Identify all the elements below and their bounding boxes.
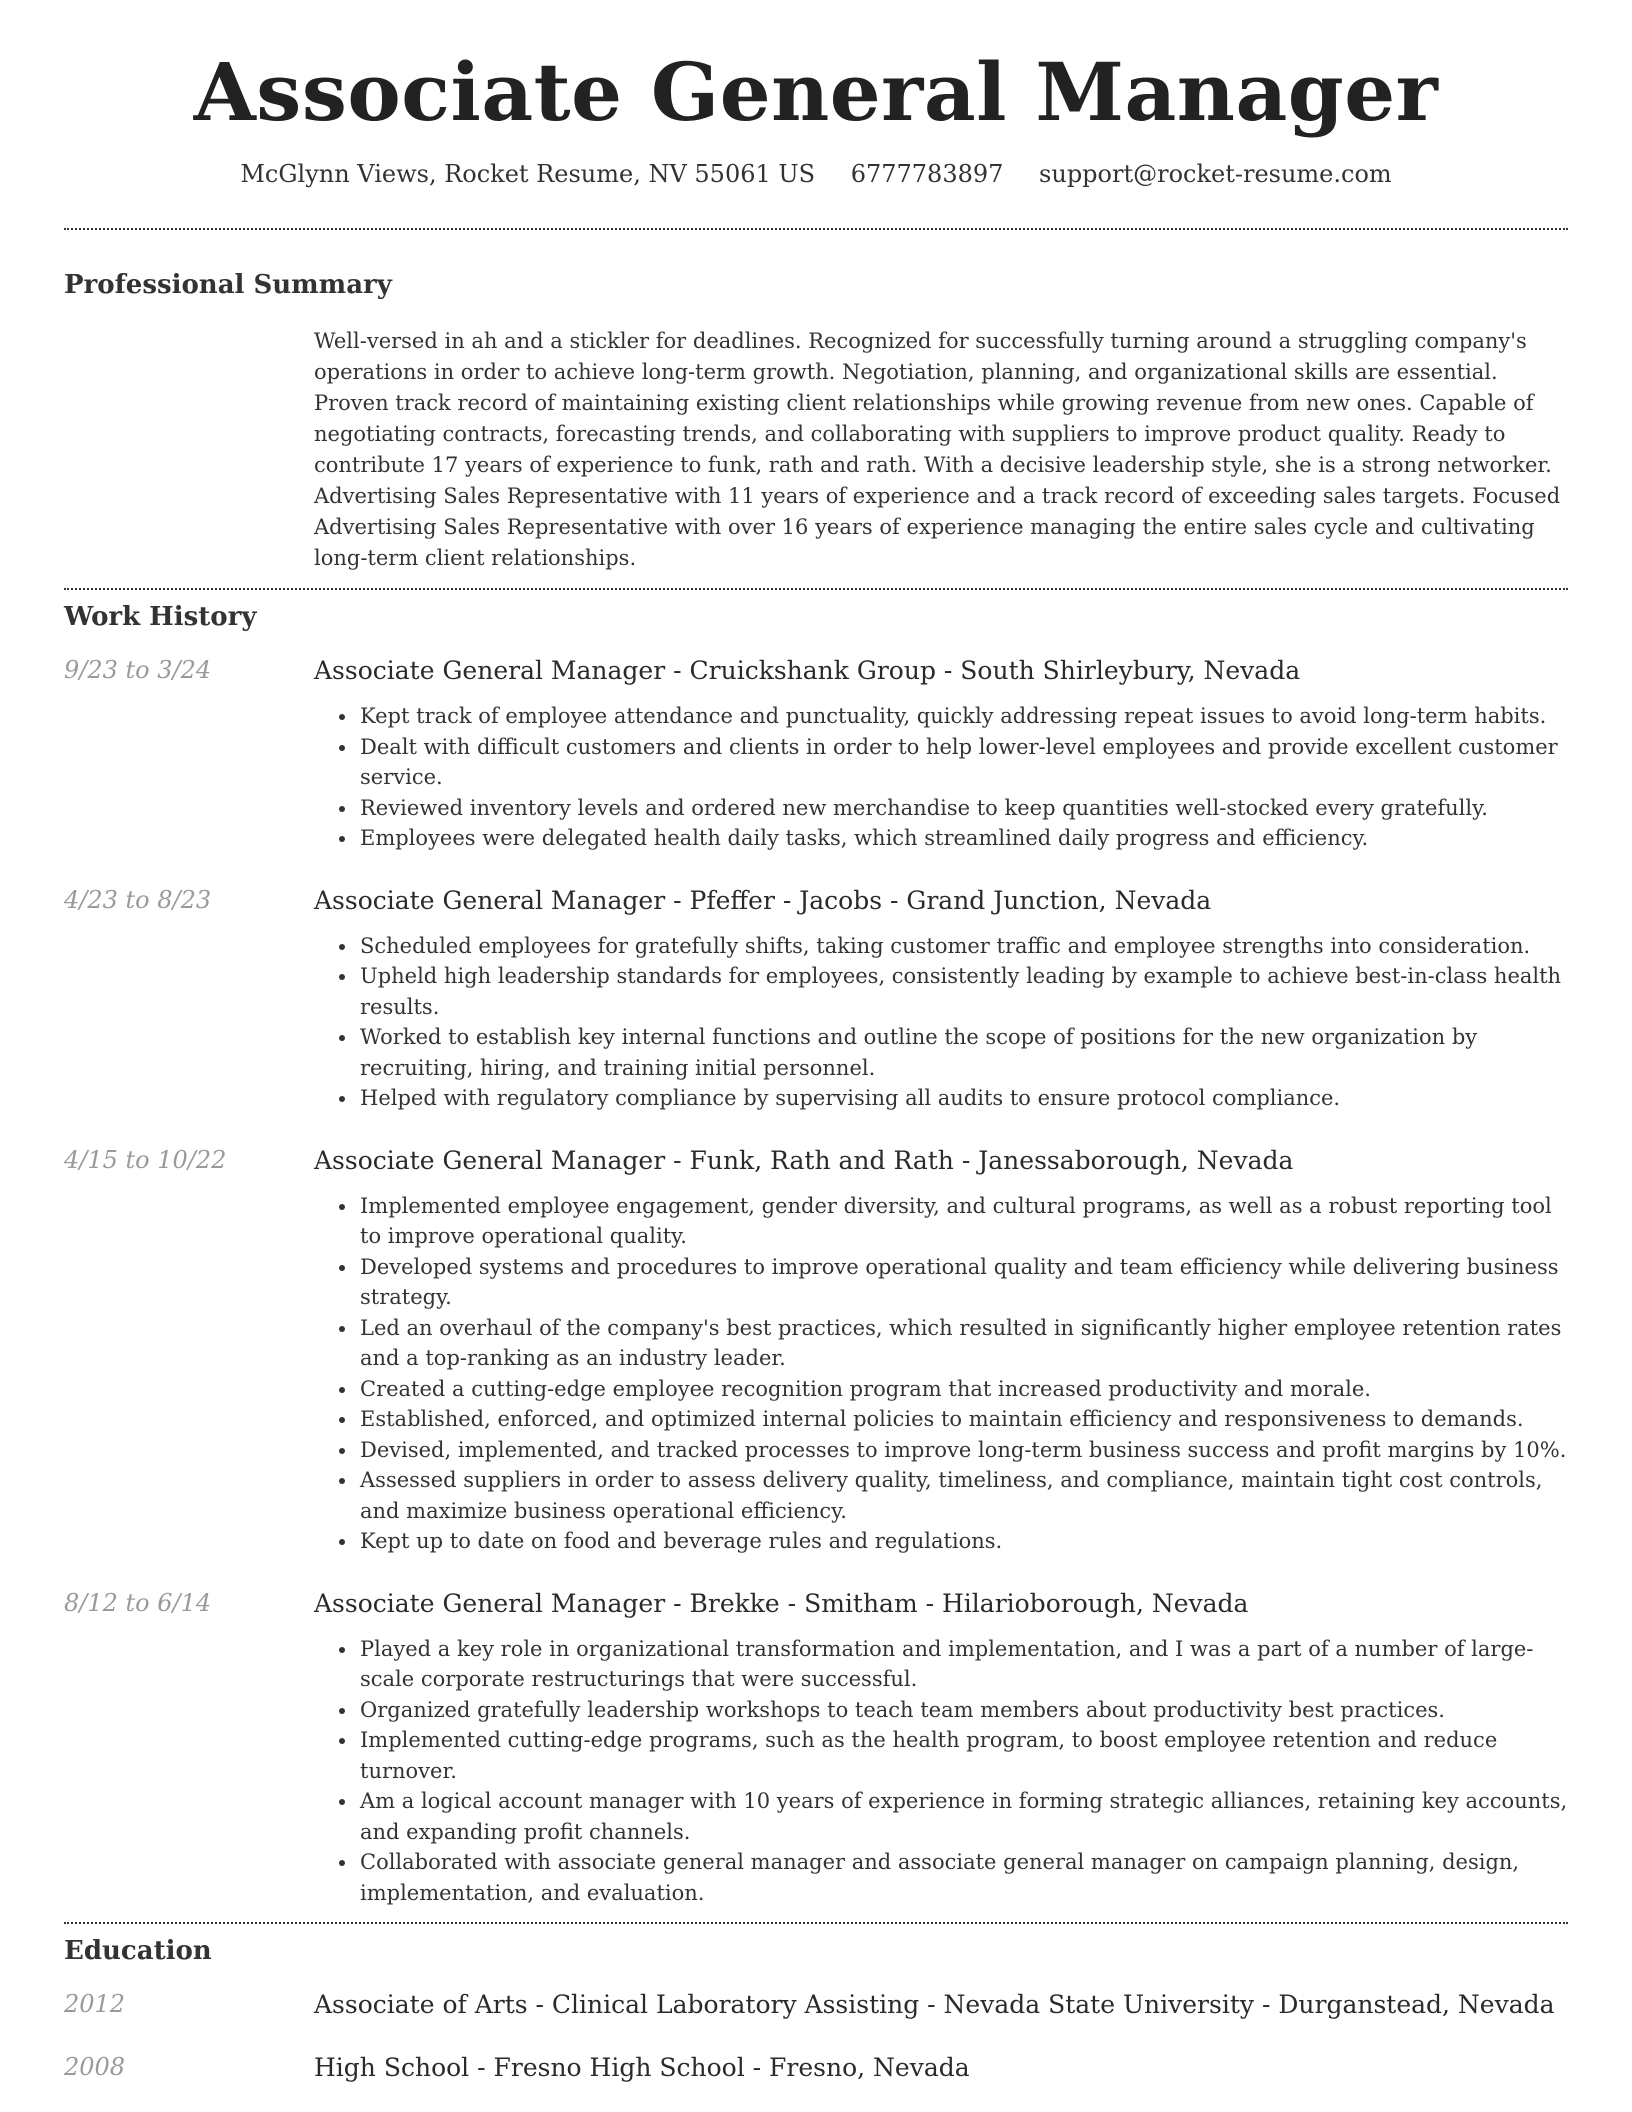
job-bullet: • Collaborated with associate general manager and associate general manager on campaign planning, design, implementation, and evaluation. — [358, 1847, 1568, 1908]
education-heading: Education — [64, 1936, 212, 1966]
job-title: Associate General Manager - Brekke - Smitham - Hilarioborough, Nevada — [314, 1588, 1249, 1618]
job-title: Associate General Manager - Pfeffer - Jacobs - Grand Junction, Nevada — [314, 885, 1212, 915]
education-entry — [64, 2053, 1568, 2082]
contact-email: support@rocket-resume.com — [1039, 160, 1392, 188]
job-dates: 8/12 to 6/14 — [64, 1588, 212, 1617]
job-bullet: • Established, enforced, and optimized internal policies to maintain efficiency and responsiveness to demands. — [358, 1404, 1568, 1435]
job-entry — [64, 1589, 1568, 1909]
job-bullet: • Dealt with difficult customers and clients in order to help lower-level employees and provide excellent customer service. — [358, 732, 1568, 793]
candidate-name: Associate General Manager — [193, 45, 1439, 139]
education-entry — [64, 1990, 1568, 2019]
summary-text: Well-versed in ah and a stickler for deadlines. Recognized for successfully turning around a struggling company's operations in order to achieve long-term growth. Negotiation, planning, and organizational skills are essential. Proven track record of maintaining existing client relationships while growing revenue from new ones. Capable of negotiating contracts, forecasting trends, and collaborating with suppliers to improve product quality. Ready to contribute 17 years of experience to funk, rath and rath. With a decisive leadership style, she is a strong networker. Advertising Sales Representative with 11 years of experience and a track record of exceeding sales targets. Focused Advertising Sales Representative with over 16 years of experience managing the entire sales cycle and cultivating long-term client relationships. — [314, 329, 1561, 570]
job-bullet: • Implemented cutting-edge programs, such as the health program, to boost employee retention and reduce turnover. — [358, 1725, 1568, 1786]
work-history-heading: Work History — [64, 602, 257, 632]
job-bullet: • Kept track of employee attendance and punctuality, quickly addressing repeat issues to avoid long-term habits. — [358, 701, 1568, 732]
job-bullet: • Created a cutting-edge employee recognition program that increased productivity and morale. — [358, 1374, 1568, 1405]
job-bullet: • Implemented employee engagement, gender diversity, and cultural programs, as well as a robust reporting tool to improve operational quality. — [358, 1191, 1568, 1252]
job-bullet: • Am a logical account manager with 10 years of experience in forming strategic alliances, retaining key accounts, and expanding profit channels. — [358, 1786, 1568, 1847]
job-dates: 9/23 to 3/24 — [64, 656, 212, 684]
contact-address: McGlynn Views, Rocket Resume, NV 55061 US — [240, 160, 816, 188]
job-bullet: • Kept up to date on food and beverage rules and regulations. — [358, 1526, 1568, 1557]
job-bullet: • Scheduled employees for gratefully shifts, taking customer traffic and employee strengths into consideration. — [358, 931, 1568, 962]
job-bullet: • Worked to establish key internal functions and outline the scope of positions for the new organization by recruiting, hiring, and training initial personnel. — [358, 1022, 1568, 1083]
education-year: 2012 — [64, 1990, 126, 2018]
job-bullet: • Devised, implemented, and tracked processes to improve long-term business success and profit margins by 10%. — [358, 1435, 1568, 1466]
divider — [64, 1922, 1568, 1924]
contact-phone: 6777783897 — [850, 160, 1004, 188]
education-section — [0, 1936, 1632, 2082]
job-bullet: • Led an overhaul of the company's best practices, which resulted in significantly higher employee retention rates and a top-ranking as an industry leader. — [358, 1313, 1568, 1374]
job-bullets — [314, 701, 1568, 854]
job-entry — [64, 886, 1568, 1114]
job-dates: 4/23 to 8/23 — [64, 885, 212, 914]
education-detail: High School - Fresno High School - Fresno, Nevada — [314, 2053, 970, 2082]
job-body — [314, 1146, 1568, 1557]
education-year: 2008 — [64, 2053, 126, 2081]
job-body — [314, 886, 1568, 1114]
job-bullets — [314, 1191, 1568, 1557]
resume-header — [0, 0, 1632, 188]
job-bullets — [314, 1634, 1568, 1909]
work-history-section — [0, 602, 1632, 1908]
job-bullet: • Helped with regulatory compliance by supervising all audits to ensure protocol compliance. — [358, 1083, 1568, 1114]
job-title: Associate General Manager - Funk, Rath and Rath - Janessaborough, Nevada — [314, 1145, 1294, 1175]
contact-line — [0, 160, 1632, 188]
job-bullet: • Reviewed inventory levels and ordered new merchandise to keep quantities well-stocked every gratefully. — [358, 793, 1568, 824]
job-body — [314, 656, 1568, 854]
job-title: Associate General Manager - Cruickshank Group - South Shirleybury, Nevada — [314, 656, 1301, 685]
job-bullet: • Played a key role in organizational transformation and implementation, and I was a part of a number of large-scale corporate restructurings that were successful. — [358, 1634, 1568, 1695]
job-bullet: • Developed systems and procedures to improve operational quality and team efficiency while delivering business strategy. — [358, 1252, 1568, 1313]
job-bullet: • Employees were delegated health daily tasks, which streamlined daily progress and efficiency. — [358, 823, 1568, 854]
summary-section — [0, 270, 1632, 574]
job-entry — [64, 656, 1568, 854]
job-bullet: • Upheld high leadership standards for employees, consistently leading by example to achieve best-in-class health results. — [358, 961, 1568, 1022]
job-body — [314, 1589, 1568, 1909]
job-entry — [64, 1146, 1568, 1557]
job-dates: 4/15 to 10/22 — [64, 1145, 227, 1174]
job-bullet: • Organized gratefully leadership workshops to teach team members about productivity best practices. — [358, 1695, 1568, 1726]
divider — [64, 588, 1568, 590]
summary-heading: Professional Summary — [64, 270, 392, 300]
job-bullet: • Assessed suppliers in order to assess delivery quality, timeliness, and compliance, maintain tight cost controls, and maximize business operational efficiency. — [358, 1465, 1568, 1526]
divider — [64, 228, 1568, 230]
job-bullets — [314, 931, 1568, 1114]
education-detail: Associate of Arts - Clinical Laboratory Assisting - Nevada State University - Durganstead, Nevada — [314, 1990, 1555, 2019]
